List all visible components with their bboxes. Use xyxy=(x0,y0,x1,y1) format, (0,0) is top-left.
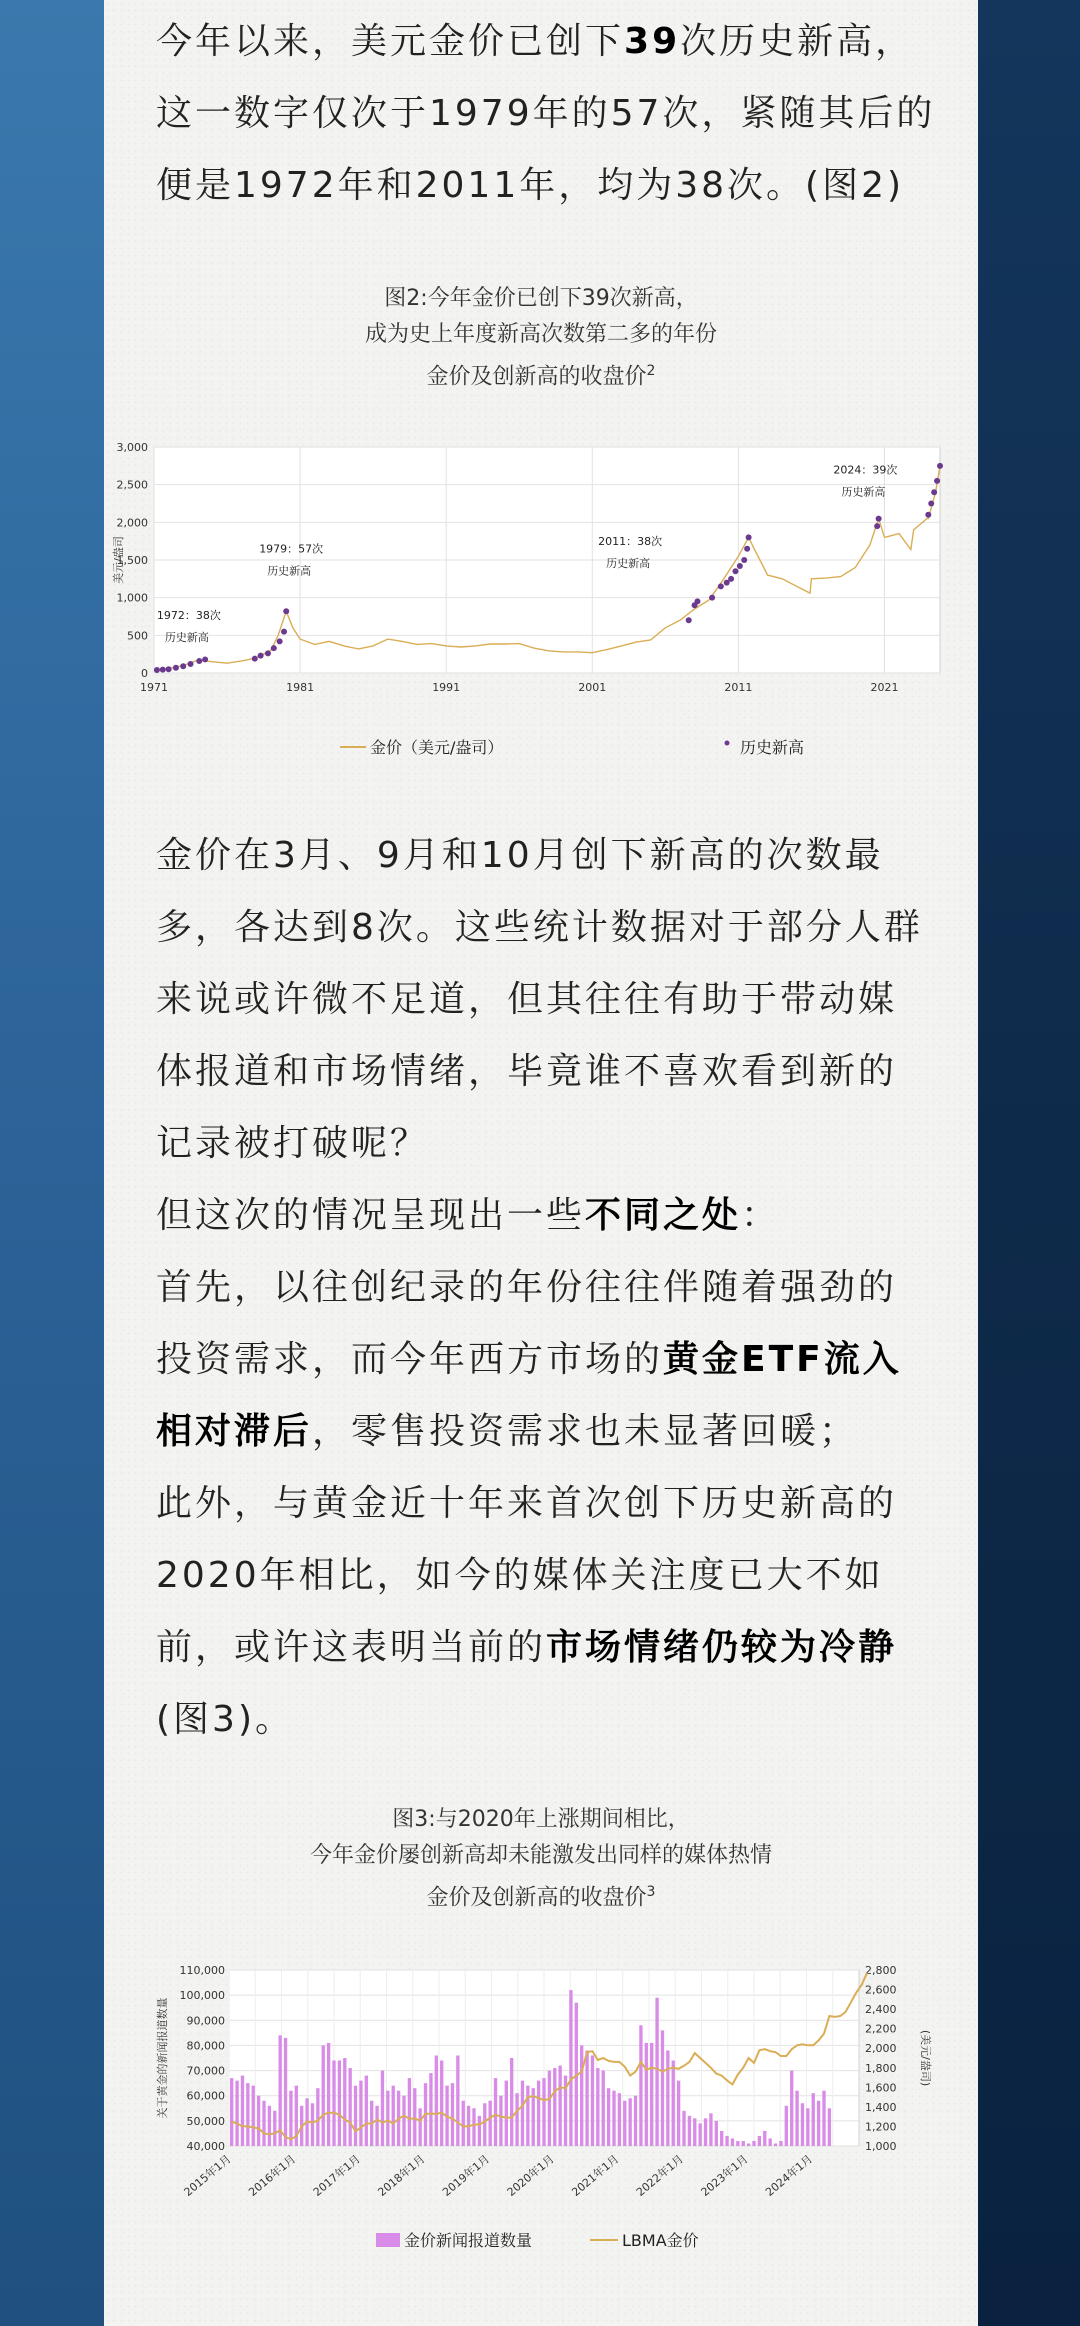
paragraph-line: 多，各达到8次。这些统计数据对于部分人群 xyxy=(156,907,923,948)
news-count-bar xyxy=(386,2091,389,2146)
record-high-point xyxy=(281,629,287,635)
annotation-label: 历史新高 xyxy=(267,564,312,578)
news-count-bar xyxy=(661,2030,664,2146)
news-count-bar xyxy=(672,2061,675,2146)
x-tick-label: 1981 xyxy=(286,681,315,694)
news-count-bar xyxy=(650,2043,653,2146)
text-span: 前，或许这表明当前的 xyxy=(156,1627,547,1668)
x-tick-label: 2019年1月 xyxy=(440,2152,493,2199)
news-count-bar xyxy=(666,2050,669,2146)
footnote-marker: 2 xyxy=(646,363,656,379)
paragraph-line: 便是1972年和2011年，均为38次。(图2) xyxy=(156,165,905,206)
news-count-bar xyxy=(537,2081,540,2146)
annotation-label: 历史新高 xyxy=(841,485,886,499)
y-left-axis-label: 关于黄金的新闻报道数量 xyxy=(156,1997,169,2119)
y-left-tick-label: 110,000 xyxy=(179,1964,225,1977)
news-count-bar xyxy=(828,2108,831,2146)
x-tick-label: 2020年1月 xyxy=(504,2152,557,2199)
fig2-caption-line3 xyxy=(104,353,978,395)
news-count-bar xyxy=(628,2098,631,2146)
y-right-tick-label: 1,800 xyxy=(865,2061,897,2075)
news-count-bar xyxy=(316,2088,319,2146)
news-count-bar xyxy=(521,2081,524,2146)
news-count-bar xyxy=(241,2076,244,2146)
record-high-point xyxy=(744,546,750,552)
record-high-point xyxy=(874,523,880,529)
news-count-bar xyxy=(429,2073,432,2146)
fig3-caption-line1: 图3:与2020年上涨期间相比， xyxy=(392,1807,690,1832)
x-tick-label: 2015年1月 xyxy=(181,2152,234,2199)
news-count-bar xyxy=(440,2061,443,2146)
record-high-point xyxy=(937,463,943,469)
news-count-bar xyxy=(747,2143,750,2146)
news-count-bar xyxy=(375,2106,378,2146)
news-count-bar xyxy=(698,2123,701,2146)
news-count-bar xyxy=(322,2045,325,2146)
fig2-caption-line1: 图2:今年金价已创下39次新高， xyxy=(384,286,698,311)
news-count-bar xyxy=(348,2068,351,2146)
record-high-point xyxy=(876,516,882,522)
news-count-bar xyxy=(354,2086,357,2146)
x-tick-label: 2021 xyxy=(870,681,899,694)
news-count-bar xyxy=(435,2055,438,2146)
paragraph-line: 记录被打破呢？ xyxy=(156,1123,430,1164)
news-count-bar xyxy=(553,2068,556,2146)
news-count-bar xyxy=(585,2050,588,2146)
record-high-point xyxy=(718,583,724,589)
news-count-bar xyxy=(790,2071,793,2146)
news-count-bar xyxy=(693,2118,696,2146)
news-count-bar xyxy=(451,2083,454,2146)
paragraph-line: 此外，与黄金近十年来首次创下历史新高的 xyxy=(156,1483,898,1524)
bold-phrase: 相对滞后 xyxy=(156,1411,313,1452)
annotation-year-count: 2011：38次 xyxy=(598,534,663,548)
record-high-point xyxy=(741,557,747,563)
legend-line-label: 金价（美元/盎司） xyxy=(370,738,504,757)
record-high-point xyxy=(934,478,940,484)
news-count-bar xyxy=(623,2101,626,2146)
record-high-point xyxy=(166,666,172,672)
record-high-point xyxy=(928,501,934,507)
news-count-bar xyxy=(332,2061,335,2146)
news-count-bar xyxy=(742,2141,745,2146)
text-span: 次历史新高， xyxy=(680,21,915,62)
paragraph-line xyxy=(156,1396,936,1468)
news-count-bar xyxy=(580,2045,583,2146)
record-high-point xyxy=(202,656,208,662)
news-count-bar xyxy=(246,2083,249,2146)
paragraph-intro xyxy=(156,6,936,222)
record-high-point xyxy=(258,653,264,659)
record-high-point xyxy=(252,656,258,662)
news-count-bar xyxy=(758,2136,761,2146)
fig3-caption-line3 xyxy=(104,1874,978,1916)
news-count-bar xyxy=(327,2043,330,2146)
news-count-bar xyxy=(596,2068,599,2146)
news-count-bar xyxy=(822,2091,825,2146)
news-count-bar xyxy=(284,2038,287,2146)
legend-line-label: LBMA金价 xyxy=(622,2231,699,2250)
paragraph-line xyxy=(156,1612,936,1684)
news-count-bar xyxy=(418,2108,421,2146)
y-left-tick-label: 70,000 xyxy=(186,2064,225,2078)
news-count-bar xyxy=(462,2101,465,2146)
legend-bar-label: 金价新闻报道数量 xyxy=(404,2231,533,2250)
y-tick-label: 1,000 xyxy=(116,591,148,605)
news-count-bar xyxy=(273,2111,276,2146)
news-count-bar xyxy=(817,2101,820,2146)
record-high-point xyxy=(931,489,937,495)
highlight-number: 39 xyxy=(624,21,681,62)
news-count-bar xyxy=(359,2081,362,2146)
text-span: 今年以来，美元金价已创下 xyxy=(156,21,625,62)
caption-text: 金价及创新高的收盘价 xyxy=(426,364,647,390)
news-count-bar xyxy=(408,2078,411,2146)
record-high-point xyxy=(265,650,271,656)
news-count-bar xyxy=(548,2071,551,2146)
y-tick-label: 3,000 xyxy=(116,441,148,454)
annotation-label: 历史新高 xyxy=(606,556,651,570)
y-tick-label: 2,500 xyxy=(116,478,148,492)
fig2-caption-line2: 成为史上年度新高次数第二多的年份 xyxy=(364,322,717,347)
annotation-year-count: 1972：38次 xyxy=(156,608,221,622)
news-count-bar xyxy=(257,2096,260,2146)
news-count-bar xyxy=(392,2086,395,2146)
paragraph-line: 体报道和市场情绪，毕竟谁不喜欢看到新的 xyxy=(156,1051,898,1092)
paragraph-line xyxy=(156,6,936,78)
news-count-bar xyxy=(688,2116,691,2146)
record-high-point xyxy=(925,512,931,518)
text-span: ，零售投资需求也未显著回暖； xyxy=(312,1411,859,1452)
record-high-point xyxy=(154,667,160,673)
x-tick-label: 2024年1月 xyxy=(763,2152,816,2199)
x-tick-label: 2017年1月 xyxy=(310,2152,363,2199)
news-count-bar xyxy=(252,2086,255,2146)
record-high-point xyxy=(737,563,743,569)
annotation-label: 历史新高 xyxy=(164,630,209,644)
record-high-point xyxy=(728,576,734,582)
record-high-point xyxy=(694,598,700,604)
y-tick-label: 500 xyxy=(127,629,148,643)
record-high-point xyxy=(686,617,692,623)
left-background-strip xyxy=(0,0,104,2326)
news-count-bar xyxy=(472,2108,475,2146)
news-count-bar xyxy=(413,2088,416,2146)
news-count-bar xyxy=(365,2076,368,2146)
x-tick-label: 2018年1月 xyxy=(375,2152,428,2199)
news-count-bar xyxy=(505,2081,508,2146)
y-tick-label: 0 xyxy=(141,667,148,680)
paragraph-line: 首先，以往创纪录的年份往往伴随着强劲的 xyxy=(156,1267,898,1308)
paragraph-line: (图3)。 xyxy=(156,1699,294,1740)
news-count-bar xyxy=(806,2108,809,2146)
news-count-bar xyxy=(262,2101,265,2146)
news-count-bar xyxy=(795,2091,798,2146)
y-right-tick-label: 1,200 xyxy=(865,2120,897,2134)
y-tick-label: 1,500 xyxy=(116,554,148,567)
x-tick-label: 1991 xyxy=(432,681,461,694)
paragraph-statistics xyxy=(156,820,936,1180)
news-count-bar xyxy=(731,2138,734,2146)
y-left-tick-label: 60,000 xyxy=(186,2089,225,2103)
news-count-bar xyxy=(682,2111,685,2146)
news-count-bar xyxy=(483,2103,486,2146)
news-count-bar xyxy=(338,2061,341,2146)
news-count-bar xyxy=(612,2091,615,2146)
x-tick-label: 2011 xyxy=(724,681,753,694)
y-axis-label: 美元/盎司 xyxy=(112,536,125,584)
news-count-bar xyxy=(311,2103,314,2146)
y-right-tick-label: 2,200 xyxy=(865,2022,897,2036)
x-tick-label: 2021年1月 xyxy=(569,2152,622,2199)
right-background-strip xyxy=(978,0,1080,2326)
news-count-bar xyxy=(499,2096,502,2146)
news-count-bar xyxy=(715,2121,718,2146)
record-high-point xyxy=(732,568,738,574)
record-high-point xyxy=(188,661,194,667)
fig3-caption-line2: 今年金价屡创新高却未能激发出同样的媒体热情 xyxy=(309,1843,772,1868)
news-count-bar xyxy=(725,2136,728,2146)
article-paper xyxy=(104,0,978,2326)
bold-phrase: 黄金ETF流入 xyxy=(663,1339,902,1380)
news-count-bar xyxy=(704,2118,707,2146)
record-high-point xyxy=(173,665,179,671)
paragraph-line xyxy=(156,1180,936,1252)
news-count-bar xyxy=(230,2078,233,2146)
news-count-bar xyxy=(655,1998,658,2146)
news-count-bar xyxy=(634,2096,637,2146)
annotation-year-count: 1979：57次 xyxy=(259,542,324,556)
record-high-point xyxy=(746,534,752,540)
fig3-chart xyxy=(104,1950,978,2270)
news-count-bar xyxy=(268,2106,271,2146)
record-high-point xyxy=(277,638,283,644)
news-count-bar xyxy=(402,2096,405,2146)
news-count-bar xyxy=(618,2093,621,2146)
x-tick-label: 2016年1月 xyxy=(246,2152,299,2199)
x-tick-label: 2022年1月 xyxy=(633,2152,686,2199)
news-count-bar xyxy=(677,2081,680,2146)
paragraph-line: 2020年相比，如今的媒体关注度已大不如 xyxy=(156,1555,884,1596)
bold-phrase: 不同之处 xyxy=(585,1195,742,1236)
legend-dot-label: 历史新高 xyxy=(740,738,805,757)
news-count-bar xyxy=(591,2055,594,2146)
y-tick-label: 2,000 xyxy=(116,516,148,530)
y-left-tick-label: 40,000 xyxy=(186,2140,225,2153)
y-right-tick-label: 1,400 xyxy=(865,2100,897,2114)
text-span: 投资需求，而今年西方市场的 xyxy=(156,1339,664,1380)
y-right-tick-label: 2,400 xyxy=(865,2003,897,2017)
x-tick-label: 1971 xyxy=(140,681,168,694)
y-right-tick-label: 2,000 xyxy=(865,2042,897,2056)
paragraph-line: 金价在3月、9月和10月创下新高的次数最 xyxy=(156,835,884,876)
text-span: 但这次的情况呈现出一些 xyxy=(156,1195,586,1236)
paragraph-line xyxy=(156,1324,936,1396)
news-count-bar xyxy=(494,2078,497,2146)
news-count-bar xyxy=(607,2088,610,2146)
news-count-bar xyxy=(709,2113,712,2146)
news-count-bar xyxy=(736,2141,739,2146)
x-tick-label: 2023年1月 xyxy=(698,2152,751,2199)
news-count-bar xyxy=(645,2043,648,2146)
news-count-bar xyxy=(768,2138,771,2146)
news-count-bar xyxy=(542,2078,545,2146)
news-count-bar xyxy=(515,2093,518,2146)
news-count-bar xyxy=(763,2131,766,2146)
paragraph-line: 来说或许微不足道，但其往往有助于带动媒 xyxy=(156,979,898,1020)
paragraph-line: 这一数字仅次于1979年的57次，紧随其后的 xyxy=(156,93,936,134)
y-right-tick-label: 1,000 xyxy=(865,2140,897,2153)
news-count-bar xyxy=(456,2055,459,2146)
paragraph-difference xyxy=(156,1180,936,1252)
news-count-bar xyxy=(785,2106,788,2146)
news-count-bar xyxy=(639,2025,642,2146)
news-count-bar xyxy=(381,2071,384,2146)
news-count-bar xyxy=(752,2141,755,2146)
paragraph-first-point xyxy=(156,1252,936,1468)
news-count-bar xyxy=(812,2093,815,2146)
legend-dot-swatch xyxy=(725,741,730,746)
record-high-point xyxy=(709,595,715,601)
y-left-tick-label: 100,000 xyxy=(179,1989,225,2003)
record-high-point xyxy=(283,608,289,614)
news-count-bar xyxy=(602,2071,605,2146)
record-high-point xyxy=(196,658,202,664)
y-left-tick-label: 90,000 xyxy=(186,2014,225,2028)
y-right-axis-label: (美元/盎司) xyxy=(919,2029,932,2087)
news-count-bar xyxy=(801,2103,804,2146)
y-left-tick-label: 80,000 xyxy=(186,2039,225,2053)
bold-phrase: 市场情绪仍较为冷静 xyxy=(546,1627,898,1668)
record-high-point xyxy=(271,645,277,651)
y-left-tick-label: 50,000 xyxy=(186,2114,225,2128)
record-high-point xyxy=(160,667,166,673)
news-count-bar xyxy=(720,2131,723,2146)
news-count-bar xyxy=(488,2101,491,2146)
annotation-year-count: 2024：39次 xyxy=(833,463,898,477)
record-high-point xyxy=(180,663,186,669)
news-count-bar xyxy=(510,2058,513,2146)
y-right-tick-label: 2,600 xyxy=(865,1983,897,1997)
fig2-caption xyxy=(104,281,978,395)
y-right-tick-label: 2,800 xyxy=(865,1964,897,1977)
legend-bar-swatch xyxy=(376,2233,400,2247)
paragraph-second-point xyxy=(156,1468,936,1756)
fig3-caption xyxy=(104,1802,978,1916)
news-count-bar xyxy=(558,2066,561,2146)
caption-text: 金价及创新高的收盘价 xyxy=(426,1885,647,1911)
news-count-bar xyxy=(779,2141,782,2146)
text-span: ： xyxy=(741,1195,781,1236)
news-count-bar xyxy=(235,2081,238,2146)
y-right-tick-label: 1,600 xyxy=(865,2081,897,2095)
news-count-bar xyxy=(343,2058,346,2146)
news-count-bar xyxy=(526,2086,529,2146)
news-count-bar xyxy=(569,1990,572,2146)
news-count-bar xyxy=(478,2116,481,2146)
x-tick-label: 2001 xyxy=(578,681,607,694)
news-count-bar xyxy=(774,2143,777,2146)
fig2-chart xyxy=(104,425,978,770)
footnote-marker: 3 xyxy=(646,1884,656,1900)
